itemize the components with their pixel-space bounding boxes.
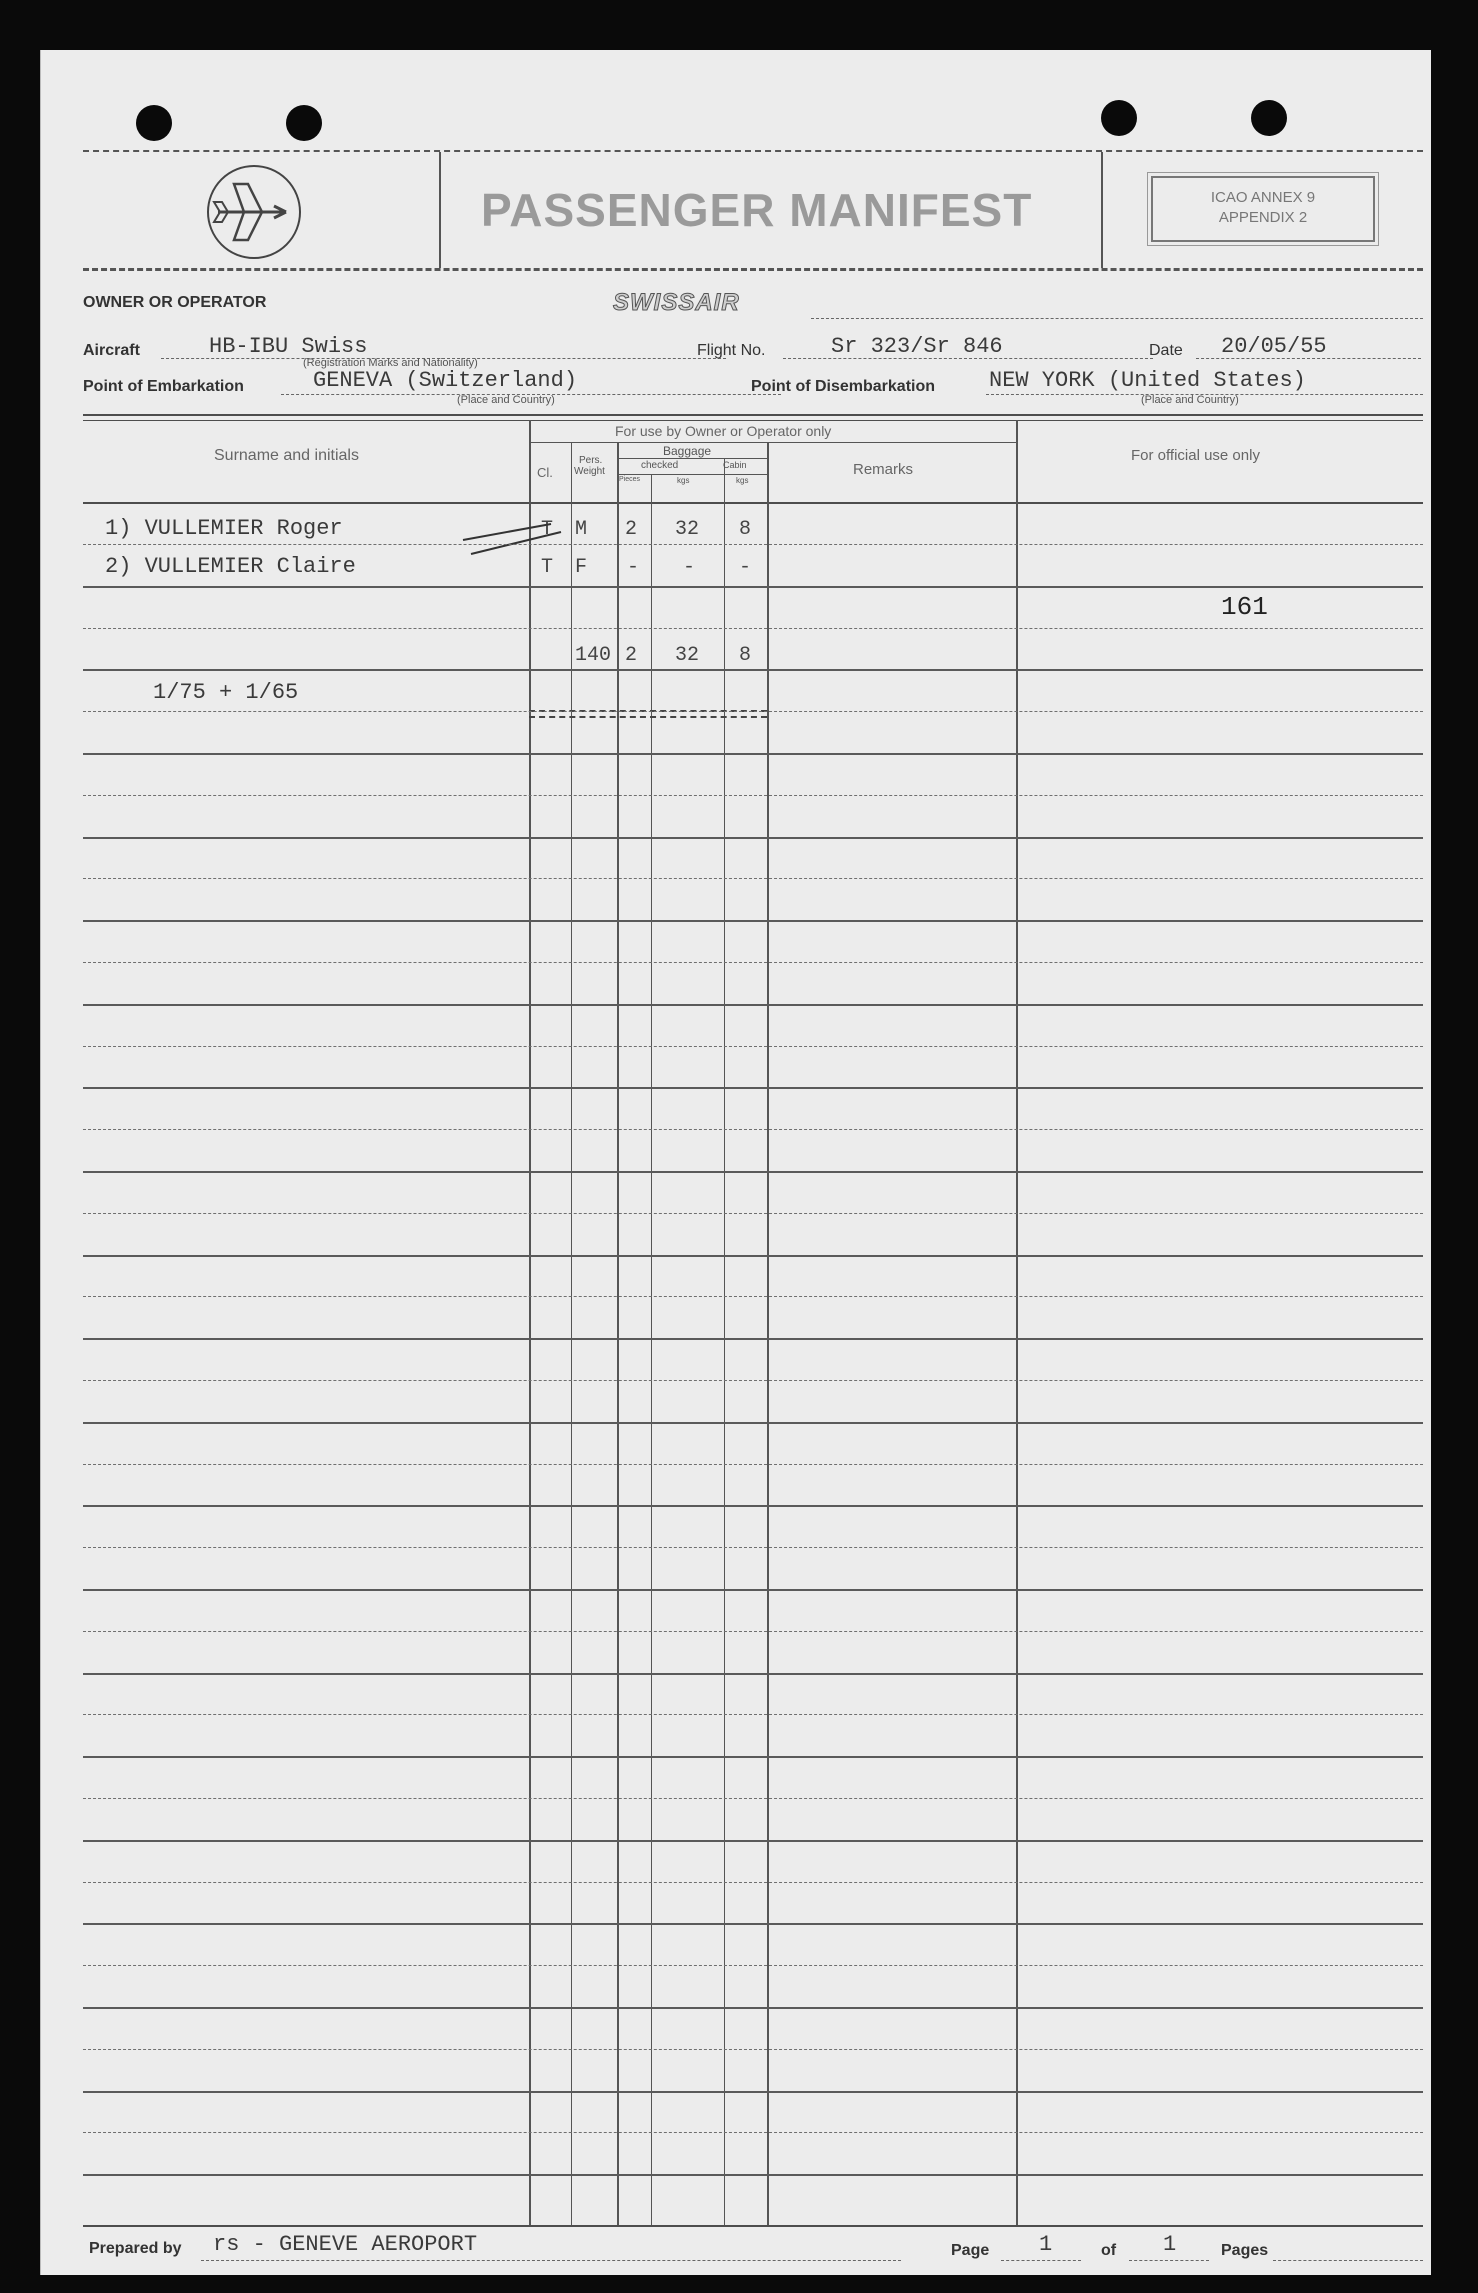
embarkation-label: Point of Embarkation [83, 378, 244, 395]
prepared-underline [201, 2260, 901, 2261]
weight-header-1: Pers. [579, 455, 603, 466]
kgs-cabin-header: kgs [736, 476, 749, 485]
passenger-name: 2) VULLEMIER Claire [105, 554, 356, 579]
ruled-line [83, 1422, 1423, 1424]
ruled-line [83, 1505, 1423, 1507]
page-number: 1 [1039, 2232, 1053, 2257]
ruled-line [83, 2091, 1423, 2093]
checked-underline [617, 474, 767, 475]
pieces-header: Pieces [619, 476, 641, 483]
passenger-pieces: 2 [625, 518, 638, 541]
prepared-by-label: Prepared by [89, 2240, 182, 2257]
aircraft-label: Aircraft [83, 342, 140, 359]
flight-label: Flight No. [697, 342, 766, 359]
date-label: Date [1149, 342, 1183, 359]
ruled-line [83, 1380, 1423, 1381]
ruled-line [83, 1882, 1423, 1883]
passenger-name: 1) VULLEMIER Roger [105, 516, 343, 541]
remarks-column-header: Remarks [853, 461, 914, 478]
ruled-line [83, 962, 1423, 963]
passenger-kgs: 32 [675, 518, 700, 541]
pen-check-mark-icon [461, 520, 571, 560]
ruled-line [83, 1673, 1423, 1675]
ruled-line [83, 753, 1423, 755]
ruled-line [83, 1004, 1423, 1006]
header-divider [439, 152, 441, 268]
ruled-line [83, 1213, 1423, 1214]
table-top-rule [83, 414, 1423, 416]
date-underline [1196, 358, 1421, 359]
ruled-line [83, 1840, 1423, 1842]
column-divider [651, 474, 652, 2225]
ruled-line [83, 2132, 1423, 2133]
passenger-class: T [541, 518, 554, 541]
ruled-line [83, 1046, 1423, 1047]
fare-note: 1/75 + 1/65 [153, 680, 299, 705]
ruled-line [83, 1547, 1423, 1548]
baggage-underline [617, 458, 767, 459]
total-pieces: 2 [625, 644, 638, 667]
aircraft-value: HB-IBU Swiss [209, 334, 368, 359]
of-label: of [1101, 2242, 1117, 2259]
checked-header: checked [641, 460, 679, 471]
page-label: Page [951, 2242, 990, 2259]
ruled-line [83, 586, 1423, 588]
kgs-checked-header: kgs [677, 476, 690, 485]
document-title: PASSENGER MANIFEST [481, 184, 1033, 236]
passenger-kgs: - [683, 556, 696, 579]
flight-underline [783, 358, 1153, 359]
icao-appendix-text: APPENDIX 2 [1218, 209, 1308, 226]
ruled-line [83, 837, 1423, 839]
ruled-line [83, 2007, 1423, 2009]
total-cabin: 8 [739, 644, 752, 667]
total-kgs: 32 [675, 644, 700, 667]
punch-hole [1101, 100, 1137, 136]
official-number: 161 [1221, 592, 1268, 622]
ruled-line [83, 1129, 1423, 1130]
owner-label: OWNER OR OPERATOR [83, 294, 267, 311]
date-value: 20/05/55 [1221, 334, 1327, 359]
manifest-sheet [40, 50, 1431, 2275]
pages-label: Pages [1221, 2242, 1269, 2259]
surname-column-header: Surname and initials [214, 447, 359, 464]
ruled-line [83, 2174, 1423, 2176]
disembarkation-label: Point of Disembarkation [751, 378, 936, 395]
ruled-line [83, 1965, 1423, 1966]
ruled-line [83, 920, 1423, 922]
total-weight: 140 [575, 644, 612, 667]
ruled-line [83, 1255, 1423, 1257]
ruled-line [83, 878, 1423, 879]
passenger-cabin: 8 [739, 518, 752, 541]
baggage-header: Baggage [663, 444, 712, 458]
embarkation-note: (Place and Country) [457, 394, 555, 406]
weight-header-2: Weight [574, 466, 605, 477]
passenger-weight: M [575, 518, 588, 541]
disembarkation-value: NEW YORK (United States) [989, 368, 1306, 393]
ruled-line [83, 2049, 1423, 2050]
airplane-logo-icon [204, 162, 304, 262]
passenger-pieces: - [627, 556, 640, 579]
punch-hole [1251, 100, 1287, 136]
cabin-header: Cabin [723, 460, 747, 470]
passenger-cabin: - [739, 556, 752, 579]
ruled-line [83, 711, 1423, 712]
icao-annex-text: ICAO ANNEX 9 [1210, 189, 1316, 206]
cl-column-header: Cl. [537, 465, 553, 480]
column-divider [1016, 420, 1018, 2225]
header-divider [1101, 152, 1103, 268]
table-top-rule [83, 420, 1423, 421]
official-use-header: For official use only [1131, 447, 1260, 464]
ruled-line [83, 1756, 1423, 1758]
header-row-bottom [83, 502, 1423, 504]
ruled-line [83, 1296, 1423, 1297]
icao-reference-box [1151, 176, 1375, 242]
ruled-line [83, 1464, 1423, 1465]
embarkation-value: GENEVA (Switzerland) [313, 368, 578, 393]
header-top-rule [83, 150, 1423, 152]
column-divider [724, 458, 725, 2225]
ruled-line [83, 1338, 1423, 1340]
operator-logo: SWISSAIR [613, 289, 740, 316]
owner-use-header: For use by Owner or Operator only [615, 423, 832, 439]
punch-hole [286, 105, 322, 141]
pages-underline [1129, 2260, 1209, 2261]
total-pages: 1 [1163, 2232, 1177, 2257]
ruled-line [83, 1087, 1423, 1089]
page-underline [1001, 2260, 1081, 2261]
passenger-class: T [541, 556, 554, 579]
ruled-line [83, 1171, 1423, 1173]
ruled-line [83, 628, 1423, 629]
disembarkation-note: (Place and Country) [1141, 394, 1239, 406]
passenger-weight: F [575, 556, 588, 579]
owner-underline [811, 318, 1423, 319]
aircraft-note: (Registration Marks and Nationality) [303, 357, 478, 369]
ruled-line [83, 1714, 1423, 1715]
header-bottom-rule [83, 268, 1423, 271]
column-divider [529, 420, 531, 2225]
ruled-line [83, 669, 1423, 671]
footer-underline [1273, 2260, 1423, 2261]
punch-hole [136, 105, 172, 141]
flight-value: Sr 323/Sr 846 [831, 334, 1003, 359]
ruled-line [83, 1631, 1423, 1632]
ruled-line [83, 1798, 1423, 1799]
ruled-line [83, 1589, 1423, 1591]
owner-use-underline [529, 442, 1016, 443]
prepared-by-value: rs - GENEVE AEROPORT [213, 2232, 478, 2257]
totals-double-rule [529, 716, 767, 718]
ruled-line [83, 544, 1423, 545]
ruled-line [83, 795, 1423, 796]
ruled-line [83, 1923, 1423, 1925]
table-bottom-rule [83, 2225, 1423, 2227]
